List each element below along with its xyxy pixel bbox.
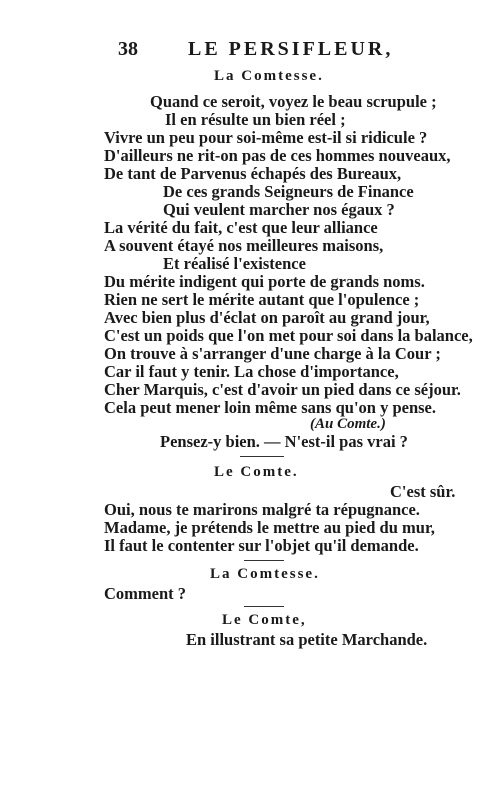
verse-line: Vivre un peu pour soi-même est-il si ridicule ? bbox=[104, 128, 428, 147]
verse-line: C'est un poids que l'on met pour soi dans la balance, bbox=[104, 326, 473, 345]
speaker-heading: La Comtesse. bbox=[214, 68, 324, 84]
section-divider bbox=[240, 456, 284, 457]
verse-line: Oui, nous te marirons malgré ta répugnance. bbox=[104, 500, 420, 519]
verse-line: Il en résulte un bien réel ; bbox=[165, 110, 346, 129]
verse-line: Rien ne sert le mérite autant que l'opulence ; bbox=[104, 290, 420, 309]
section-divider bbox=[244, 560, 284, 561]
running-title: LE PERSIFLEUR, bbox=[188, 38, 394, 60]
verse-line: La vérité du fait, c'est que leur alliance bbox=[104, 218, 378, 237]
speaker-heading: La Comtesse. bbox=[210, 566, 320, 582]
section-divider bbox=[244, 606, 284, 607]
verse-line: C'est sûr. bbox=[390, 482, 456, 501]
speaker-heading: Le Comte, bbox=[222, 612, 307, 628]
verse-line: Avec bien plus d'éclat on paroît au grand jour, bbox=[104, 308, 430, 327]
speaker-heading: Le Comte. bbox=[214, 464, 299, 480]
verse-line: Madame, je prétends le mettre au pied du mur, bbox=[104, 518, 435, 537]
verse-line: Comment ? bbox=[104, 584, 187, 603]
stage-direction: (Au Comte.) bbox=[310, 416, 386, 432]
verse-line: Car il faut y tenir. La chose d'importance, bbox=[104, 362, 399, 381]
verse-line: Et réalisé l'existence bbox=[163, 254, 306, 273]
verse-line: Il faut le contenter sur l'objet qu'il demande. bbox=[104, 536, 419, 555]
page-header bbox=[118, 38, 463, 62]
verse-line: En illustrant sa petite Marchande. bbox=[186, 630, 428, 649]
verse-line: De tant de Parvenus échapés des Bureaux, bbox=[104, 164, 402, 183]
page-number: 38 bbox=[118, 38, 138, 60]
verse-line: Cela peut mener loin même sans qu'on y pense. bbox=[104, 398, 436, 417]
verse-line: De ces grands Seigneurs de Finance bbox=[163, 182, 414, 201]
verse-line: Du mérite indigent qui porte de grands noms. bbox=[104, 272, 425, 291]
verse-line: On trouve à s'arranger d'une charge à la Cour ; bbox=[104, 344, 441, 363]
verse-line: Cher Marquis, c'est d'avoir un pied dans ce séjour. bbox=[104, 380, 461, 399]
verse-line: Qui veulent marcher nos égaux ? bbox=[163, 200, 395, 219]
verse-line: A souvent étayé nos meilleures maisons, bbox=[104, 236, 384, 255]
verse-line: Pensez-y bien. — N'est-il pas vrai ? bbox=[160, 432, 408, 451]
verse-line: D'ailleurs ne rit-on pas de ces hommes nouveaux, bbox=[104, 146, 451, 165]
verse-line: Quand ce seroit, voyez le beau scrupule ; bbox=[150, 92, 437, 111]
